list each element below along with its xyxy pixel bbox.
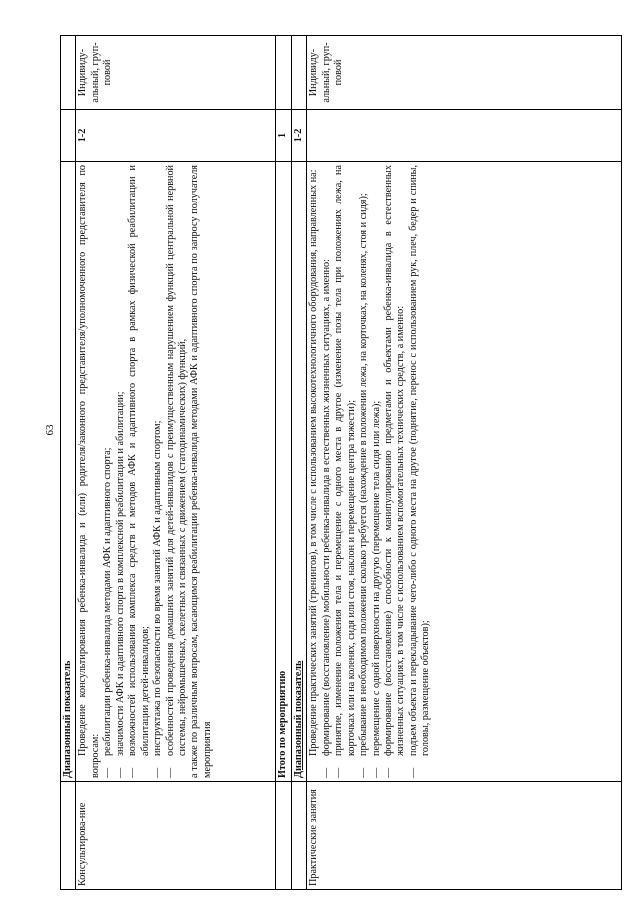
range-header: Диапазонный показатель bbox=[61, 162, 76, 782]
cell-empty bbox=[291, 782, 306, 890]
consult-content bbox=[76, 162, 276, 782]
cell-empty bbox=[61, 782, 76, 890]
cell-empty bbox=[61, 110, 76, 162]
table-row bbox=[276, 36, 291, 890]
practice-content bbox=[307, 162, 622, 782]
consult-intro: Проведение консультирования ребенка-инвалида и (или) родителя/законного представителя/уполномоченного представителя по вопросам: bbox=[77, 165, 101, 778]
practice-intro: Проведение практических занятий (тренингов), в том числе с использованием высокотехнологичного оборудования, направленных на: bbox=[308, 169, 320, 756]
list-item: — инструктажа по безопасности во время занятий АФК и адаптивным спортом; bbox=[152, 420, 164, 778]
list-item: — формирование (восстановление) мобильности ребенка-инвалида в естественных жизненных ситуациях, а именно: bbox=[320, 259, 332, 778]
list-item: — принятие, изменение положения тела и перемещение с одного места в другое (изменение позы тела при положениях лежа, на корточках или на коленях, сидя или стоя, наклон и перемещение центра тяжести); bbox=[333, 165, 357, 778]
practice-form: Индивиду-альный, груп-повой bbox=[307, 36, 622, 110]
list-item: — перемещение с одной поверхности на другую (перемещение тела сидя или лежа); bbox=[370, 400, 382, 778]
list-item: — формирование (восстановление) способности к манипулированию предметами и объектами ребенка-инвалида в естественных жизненных ситуациях, в том числе с использованием вспомогательных технических средств, а именно: bbox=[382, 165, 407, 778]
list-item: — возможностей использования комплекса средств и методов АФК и адаптивного спорта в рамках физической реабилитации и абилитации детей-инвалидов; bbox=[127, 165, 151, 778]
consult-count: 1-2 bbox=[76, 110, 276, 162]
cell-empty bbox=[61, 36, 76, 110]
consult-form: Индивиду-альный, груп-повой bbox=[76, 36, 276, 110]
page-number: 63 bbox=[44, 424, 56, 436]
rotated-table-wrapper bbox=[60, 35, 622, 890]
consult-tail: а также по различным вопросам, касающимся реабилитации ребенка-инвалида методами АФК и адаптивного спорта по запросу получателя мероприятия bbox=[189, 165, 213, 778]
list-item: — особенностей проведения домашних занятий для детей-инвалидов с преимущественным нарушением функций центральной нервной системы, нейромышечных, скелетных и связанных с движением (статодинамических) функций, bbox=[164, 165, 188, 778]
list-item: — реабилитации ребенка-инвалида методами АФК и адаптивного спорта; bbox=[102, 447, 114, 778]
total-value: 1 bbox=[276, 110, 291, 162]
practice-name: Практические занятия bbox=[307, 782, 622, 890]
consult-name: Консультирова-ние bbox=[76, 782, 276, 890]
cell-empty bbox=[276, 782, 291, 890]
cell-empty bbox=[291, 36, 306, 110]
list-item: — пребывание в необходимом положении сколько требуется (нахождение в положении лежа, на корточках, на коленях, стоя и сидя); bbox=[358, 193, 370, 778]
range-label: Диапазонный показатель bbox=[291, 162, 306, 782]
list-item: — значимости АФК и адаптивного спорта в комплексной реабилитации и абилитации; bbox=[114, 391, 126, 778]
range-value: 1-2 bbox=[291, 110, 306, 162]
table-row bbox=[291, 36, 306, 890]
table-row bbox=[307, 36, 622, 890]
cell-empty bbox=[276, 36, 291, 110]
total-label: Итого по мероприятию bbox=[276, 162, 291, 782]
table-row bbox=[61, 36, 76, 890]
cell-empty bbox=[307, 110, 622, 162]
list-item: — подъем объекта и перекладывание чего-либо с одного места на другое (поднятие, перенос с использованием рук, плеч, бедер и спины, головы, размещение объектов); bbox=[407, 165, 432, 778]
activity-table bbox=[60, 35, 622, 890]
table-row bbox=[76, 36, 276, 890]
